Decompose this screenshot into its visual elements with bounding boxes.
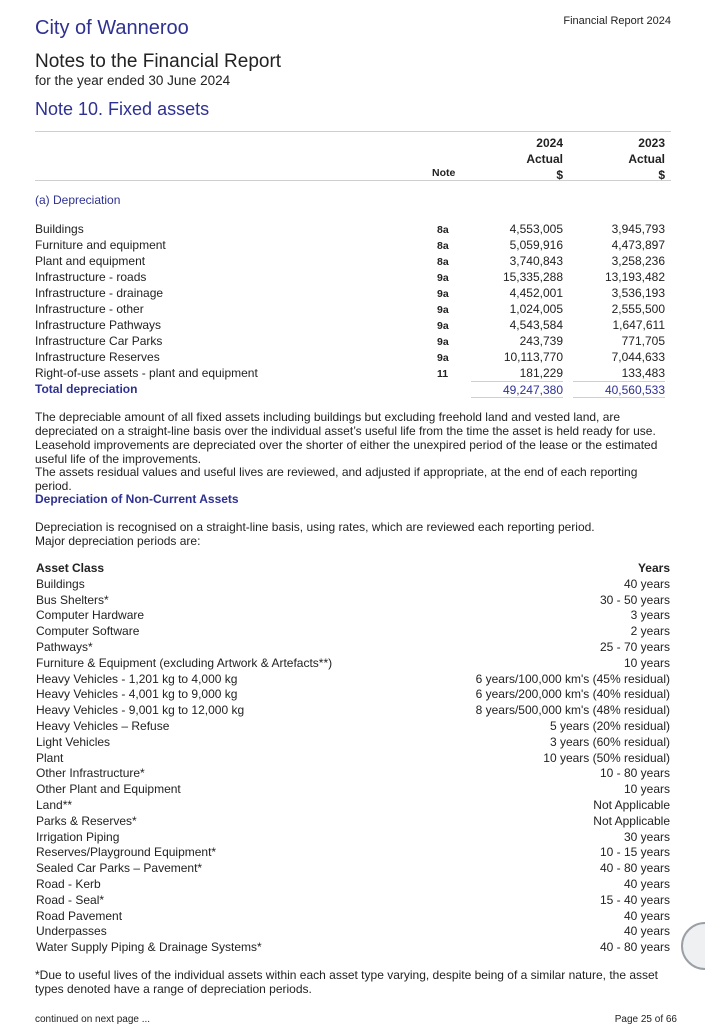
table-row bbox=[35, 365, 671, 381]
note-title: Note 10. Fixed assets bbox=[35, 99, 210, 119]
list-item bbox=[36, 814, 670, 830]
list-item bbox=[36, 577, 670, 593]
asset-years: 5 years (20% residual) bbox=[549, 718, 670, 733]
asset-class: Buildings bbox=[36, 576, 85, 591]
row-value-2023: 3,536,193 bbox=[611, 286, 665, 300]
report-page bbox=[35, 0, 677, 1025]
column-2024-kind: Actual bbox=[526, 152, 563, 166]
column-2024-header bbox=[526, 135, 563, 183]
asset-class: Furniture & Equipment (excluding Artwork & Artefacts**) bbox=[36, 655, 333, 670]
total-depreciation-row bbox=[35, 381, 671, 397]
row-value-2024: 1,024,005 bbox=[509, 302, 563, 316]
total-value-2023: 40,560,533 bbox=[573, 381, 665, 398]
list-item bbox=[36, 656, 670, 672]
continued-note: continued on next page ... bbox=[35, 1014, 151, 1025]
asset-years: 3 years bbox=[630, 608, 670, 623]
row-note: 9a bbox=[437, 288, 449, 300]
row-note: 9a bbox=[437, 352, 449, 364]
list-item bbox=[36, 924, 670, 940]
asset-class: Road - Kerb bbox=[36, 876, 101, 891]
row-value-2024: 15,335,288 bbox=[502, 270, 563, 284]
list-item bbox=[36, 640, 670, 656]
row-value-2024: 243,739 bbox=[519, 334, 563, 348]
asset-years: 30 years bbox=[623, 829, 670, 844]
asset-years: 40 years bbox=[623, 908, 670, 923]
asset-class-header: Asset Class bbox=[36, 561, 105, 575]
asset-class: Road Pavement bbox=[36, 908, 123, 923]
row-note: 9a bbox=[437, 320, 449, 332]
row-note: 8a bbox=[437, 240, 449, 252]
list-item bbox=[36, 751, 670, 767]
list-item bbox=[36, 940, 670, 956]
row-value-2023: 133,483 bbox=[621, 366, 665, 380]
asset-years: 2 years bbox=[630, 624, 670, 639]
table-row bbox=[35, 237, 671, 253]
table-row bbox=[35, 301, 671, 317]
row-note: 8a bbox=[437, 224, 449, 236]
list-item bbox=[36, 719, 670, 735]
column-headers bbox=[35, 132, 671, 181]
list-item bbox=[36, 766, 670, 782]
asset-years: 10 - 15 years bbox=[599, 845, 670, 860]
straight-line-line-2: Major depreciation periods are: bbox=[35, 534, 201, 548]
table-row bbox=[35, 221, 671, 237]
useful-lives-header bbox=[36, 561, 670, 577]
asset-class: Heavy Vehicles – Refuse bbox=[36, 718, 170, 733]
row-note: 8a bbox=[437, 256, 449, 268]
list-item bbox=[36, 672, 670, 688]
asset-years: 10 years bbox=[623, 655, 670, 670]
asset-years: 10 years (50% residual) bbox=[543, 750, 670, 765]
column-2023-unit: $ bbox=[658, 168, 665, 182]
row-value-2024: 4,452,001 bbox=[509, 286, 563, 300]
page-title: Notes to the Financial Report bbox=[35, 51, 282, 72]
row-label: Furniture and equipment bbox=[35, 238, 166, 252]
row-value-2024: 3,740,843 bbox=[509, 254, 563, 268]
asset-class: Other Plant and Equipment bbox=[36, 782, 181, 797]
asset-years: 15 - 40 years bbox=[599, 892, 670, 907]
depreciation-section-label: (a) Depreciation bbox=[35, 193, 121, 207]
row-value-2023: 771,705 bbox=[621, 334, 665, 348]
list-item bbox=[36, 909, 670, 925]
depreciation-rows bbox=[35, 221, 671, 397]
asset-years: 3 years (60% residual) bbox=[549, 734, 670, 749]
asset-years: 40 - 80 years bbox=[599, 861, 670, 876]
page-subtitle: for the year ended 30 June 2024 bbox=[35, 73, 231, 88]
asset-years: Not Applicable bbox=[593, 797, 670, 812]
row-note: 9a bbox=[437, 336, 449, 348]
row-value-2024: 181,229 bbox=[519, 366, 563, 380]
list-item bbox=[36, 624, 670, 640]
list-item bbox=[36, 687, 670, 703]
asset-class: Computer Software bbox=[36, 624, 140, 639]
asset-class: Light Vehicles bbox=[36, 734, 111, 749]
row-value-2023: 3,945,793 bbox=[611, 222, 665, 236]
asset-years: 6 years/100,000 km's (45% residual) bbox=[475, 671, 670, 686]
asset-class: Other Infrastructure* bbox=[36, 766, 145, 781]
asset-class: Computer Hardware bbox=[36, 608, 145, 623]
row-label: Infrastructure - other bbox=[35, 302, 144, 316]
asset-class: Underpasses bbox=[36, 924, 107, 939]
table-row bbox=[35, 253, 671, 269]
asset-class: Heavy Vehicles - 4,001 kg to 9,000 kg bbox=[36, 687, 238, 702]
asset-class: Pathways* bbox=[36, 639, 93, 654]
useful-lives-table bbox=[36, 561, 670, 956]
row-label: Infrastructure - drainage bbox=[35, 286, 164, 300]
non-current-assets-heading: Depreciation of Non-Current Assets bbox=[35, 492, 239, 506]
organisation-name: City of Wanneroo bbox=[35, 17, 189, 39]
row-label: Plant and equipment bbox=[35, 254, 146, 268]
row-label: Right-of-use assets - plant and equipment bbox=[35, 366, 258, 380]
asset-class: Heavy Vehicles - 1,201 kg to 4,000 kg bbox=[36, 671, 238, 686]
years-header: Years bbox=[637, 561, 670, 575]
row-label: Infrastructure Pathways bbox=[35, 318, 162, 332]
column-2023-kind: Actual bbox=[628, 152, 665, 166]
asset-years: 6 years/200,000 km's (40% residual) bbox=[475, 687, 670, 702]
column-2023-header bbox=[628, 135, 665, 183]
row-note: 11 bbox=[437, 368, 449, 380]
total-value-2024: 49,247,380 bbox=[471, 381, 563, 398]
asset-class: Land** bbox=[36, 797, 73, 812]
row-value-2023: 2,555,500 bbox=[611, 302, 665, 316]
asset-class: Heavy Vehicles - 9,001 kg to 12,000 kg bbox=[36, 703, 245, 718]
row-value-2023: 4,473,897 bbox=[611, 238, 665, 252]
note-column-header: Note bbox=[432, 167, 456, 179]
residual-values-paragraph: The assets residual values and useful lives are reviewed, and adjusted if appropriate, at the end of each reporting period. bbox=[35, 465, 638, 493]
footnote-paragraph: *Due to useful lives of the individual assets within each asset type varying, despite being of a similar nature, the asset types denoted have a range of depreciation periods. bbox=[35, 968, 659, 996]
asset-years: 10 - 80 years bbox=[599, 766, 670, 781]
row-label: Buildings bbox=[35, 222, 84, 236]
list-item bbox=[36, 798, 670, 814]
asset-years: 10 years bbox=[623, 782, 670, 797]
depreciable-amount-paragraph: The depreciable amount of all fixed assets including buildings but excluding freehold land and vested land, are depreciated on a straight-line basis over the individual asset’s useful life from the time the asset is held ready for use. Leasehold improvements are depreciated over the shorter of either the unexpired period of the lease or the estimated useful life of the improvements. bbox=[35, 410, 658, 466]
asset-years: 40 years bbox=[623, 876, 670, 891]
table-row bbox=[35, 317, 671, 333]
list-item bbox=[36, 845, 670, 861]
straight-line-paragraph bbox=[35, 520, 671, 548]
asset-years: 8 years/500,000 km's (48% residual) bbox=[475, 703, 670, 718]
row-value-2024: 4,553,005 bbox=[509, 222, 563, 236]
row-value-2023: 7,044,633 bbox=[611, 350, 665, 364]
row-label: Infrastructure Car Parks bbox=[35, 334, 163, 348]
page-number: Page 25 of 66 bbox=[614, 1014, 677, 1025]
list-item bbox=[36, 735, 670, 751]
table-row bbox=[35, 269, 671, 285]
asset-years: Not Applicable bbox=[593, 813, 670, 828]
asset-years: 40 years bbox=[623, 924, 670, 939]
row-label: Infrastructure Reserves bbox=[35, 350, 160, 364]
list-item bbox=[36, 877, 670, 893]
asset-years: 25 - 70 years bbox=[599, 639, 670, 654]
column-2024-unit: $ bbox=[556, 168, 563, 182]
row-value-2023: 13,193,482 bbox=[604, 270, 665, 284]
row-value-2024: 4,543,584 bbox=[509, 318, 563, 332]
row-label: Infrastructure - roads bbox=[35, 270, 147, 284]
straight-line-line-1: Depreciation is recognised on a straight-line basis, using rates, which are reviewed each reporting period. bbox=[35, 520, 595, 534]
asset-class: Water Supply Piping & Drainage Systems* bbox=[36, 940, 262, 955]
asset-class: Bus Shelters* bbox=[36, 592, 109, 607]
report-label: Financial Report 2024 bbox=[563, 15, 671, 27]
asset-class: Reserves/Playground Equipment* bbox=[36, 845, 217, 860]
row-value-2024: 10,113,770 bbox=[503, 350, 563, 364]
asset-years: 30 - 50 years bbox=[599, 592, 670, 607]
list-item bbox=[36, 608, 670, 624]
table-row bbox=[35, 285, 671, 301]
asset-years: 40 - 80 years bbox=[599, 940, 670, 955]
asset-class: Road - Seal* bbox=[36, 892, 105, 907]
list-item bbox=[36, 593, 670, 609]
row-value-2024: 5,059,916 bbox=[509, 238, 563, 252]
depreciation-table-header bbox=[35, 131, 671, 181]
asset-years: 40 years bbox=[623, 576, 670, 591]
list-item bbox=[36, 861, 670, 877]
column-2023-year: 2023 bbox=[638, 136, 665, 150]
row-note: 9a bbox=[437, 272, 449, 284]
asset-class: Irrigation Piping bbox=[36, 829, 120, 844]
list-item bbox=[36, 830, 670, 846]
asset-class: Parks & Reserves* bbox=[36, 813, 137, 828]
row-value-2023: 1,647,611 bbox=[612, 318, 665, 332]
list-item bbox=[36, 893, 670, 909]
row-note: 9a bbox=[437, 304, 449, 316]
column-2024-year: 2024 bbox=[536, 136, 563, 150]
asset-class: Plant bbox=[36, 750, 64, 765]
list-item bbox=[36, 782, 670, 798]
table-row bbox=[35, 349, 671, 365]
asset-class: Sealed Car Parks – Pavement* bbox=[36, 861, 203, 876]
page-curl-badge-icon[interactable] bbox=[681, 922, 705, 970]
row-value-2023: 3,258,236 bbox=[611, 254, 665, 268]
total-label: Total depreciation bbox=[35, 382, 138, 396]
table-row bbox=[35, 333, 671, 349]
list-item bbox=[36, 703, 670, 719]
